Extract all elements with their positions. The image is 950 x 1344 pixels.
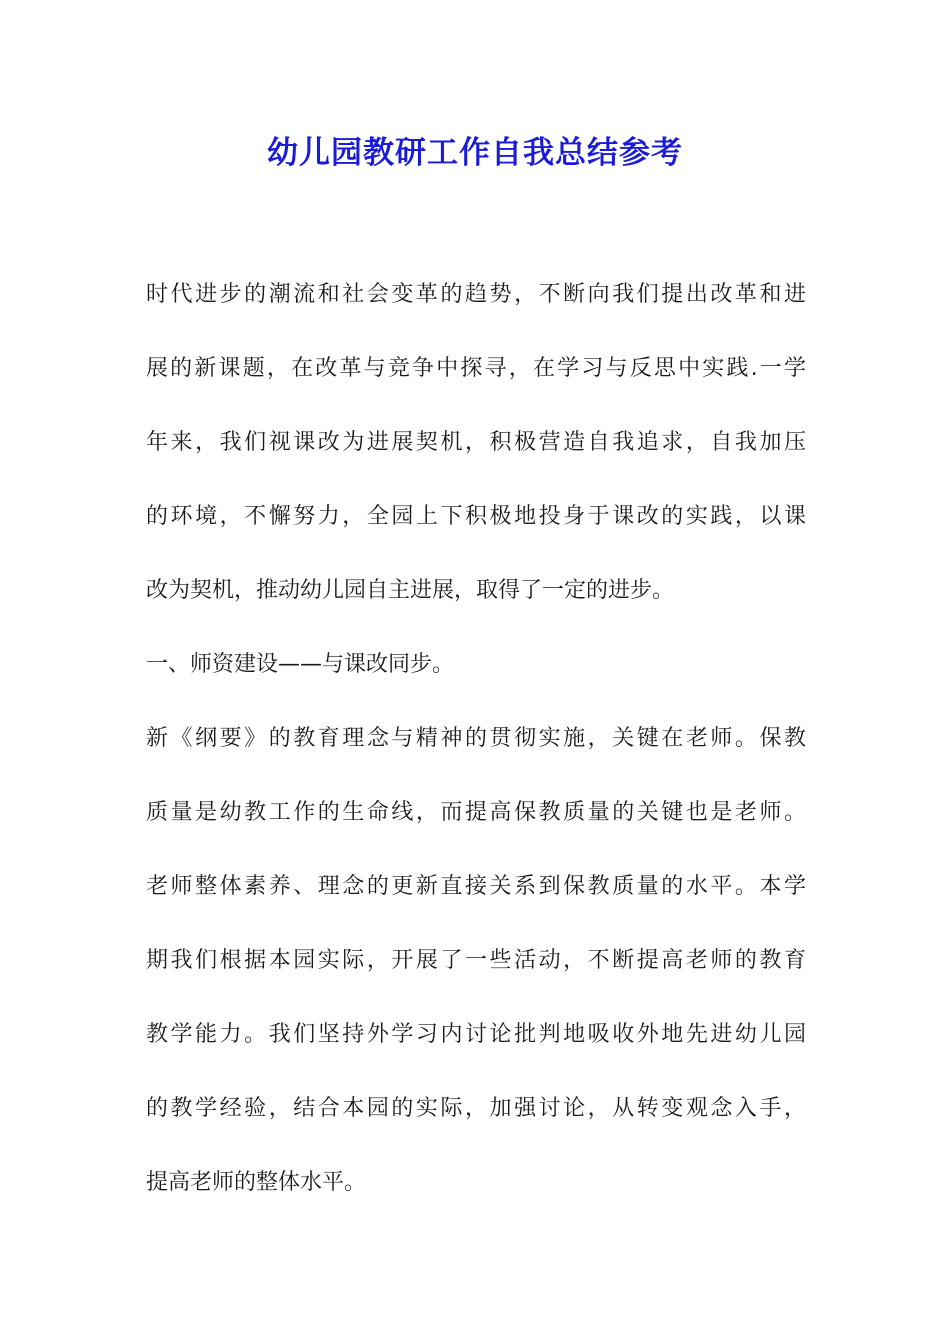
section-heading: 一、师资建设——与课改同步。 <box>146 652 455 677</box>
paragraph-line: 质量是幼教工作的生命线，而提高保教质量的关键也是老师。 <box>146 800 806 825</box>
paragraph-line: 改为契机，推动幼儿园自主进展，取得了一定的进步。 <box>146 578 675 603</box>
paragraph-line: 年来，我们视课改为进展契机，积极营造自我追求，自我加压 <box>146 430 806 455</box>
paragraph-line: 提高老师的整体水平。 <box>146 1170 367 1195</box>
paragraph-line: 的环境，不懈努力，全园上下积极地投身于课改的实践，以课 <box>146 504 806 529</box>
paragraph-line: 期我们根据本园实际，开展了一些活动，不断提高老师的教育 <box>146 948 806 973</box>
paragraph-line: 展的新课题，在改革与竞争中探寻，在学习与反思中实践.一学 <box>146 356 806 381</box>
paragraph-line: 的教学经验，结合本园的实际，加强讨论，从转变观念入手， <box>146 1096 806 1121</box>
document-title: 幼儿园教研工作自我总结参考 <box>267 135 683 171</box>
paragraph-line: 教学能力。我们坚持外学习内讨论批判地吸收外地先进幼儿园 <box>146 1022 806 1047</box>
document-body <box>146 258 806 1220</box>
paragraph-line: 新《纲要》的教育理念与精神的贯彻实施，关键在老师。保教 <box>146 726 806 751</box>
paragraph-line: 老师整体素养、理念的更新直接关系到保教质量的水平。本学 <box>146 874 806 899</box>
paragraph-line: 时代进步的潮流和社会变革的趋势，不断向我们提出改革和进 <box>146 282 806 307</box>
